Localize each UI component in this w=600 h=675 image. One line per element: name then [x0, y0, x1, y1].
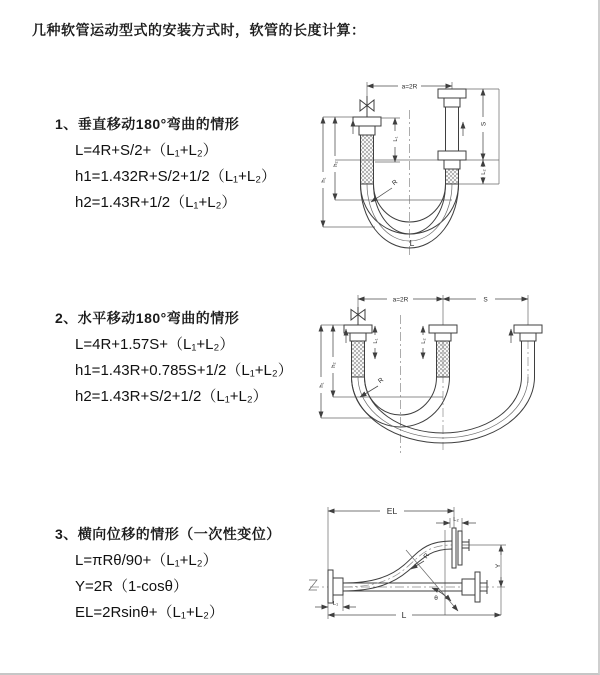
dim-label-el: EL [386, 506, 398, 516]
centerlines [323, 82, 499, 255]
left-pipe [344, 325, 372, 377]
dim-label-h2: h₂ [331, 362, 337, 368]
page-title: 几种软管运动型式的安装方式时，软管的长度计算： [32, 22, 366, 38]
dim-label-l: L [409, 238, 415, 248]
dimension-s [481, 89, 488, 160]
dimension-h2 [333, 117, 339, 200]
section-3-heading: 3、横向位移的情形（一次性变位） [55, 526, 281, 542]
diagram-lateral-displacement [300, 495, 595, 655]
dimension-l1 [315, 601, 356, 607]
formula-line: EL=2Rsinθ+（L₁+L₂） [75, 604, 224, 621]
dim-label-r: R [422, 552, 431, 561]
dimension-el [328, 506, 454, 516]
dim-label-r: R [377, 376, 386, 386]
dim-label-r: R [391, 178, 400, 188]
dim-label-a2r: a=2R [392, 296, 409, 304]
dim-label-s: S [483, 296, 488, 304]
formula-line: h1=1.43R+0.785S+1/2（L₁+L₂） [75, 362, 293, 379]
valve-icon [360, 96, 374, 117]
section-horizontal-movement [55, 308, 345, 414]
formula-line: Y=2R（1-cosθ） [75, 578, 188, 595]
dim-label-h1: h₁ [319, 382, 325, 388]
dimension-l2 [421, 326, 427, 359]
section-1-heading: 1、垂直移动180°弯曲的情形 [55, 116, 240, 132]
diagram-lateral-displacement-svg [300, 495, 595, 655]
dim-label-l1: L₁ [332, 601, 339, 607]
angle-construction [406, 550, 458, 611]
formula-line: h2=1.43R+1/2（L₁+L₂） [75, 194, 237, 211]
formula-line: L=4R+S/2+（L₁+L₂） [75, 142, 218, 159]
dim-label-a2r: a=2R [401, 83, 418, 91]
section-vertical-movement [55, 114, 345, 220]
dimension-h1 [321, 117, 327, 227]
dimension-a-2r [358, 297, 443, 304]
dimension-h1 [319, 325, 325, 418]
dimension-s [443, 297, 528, 304]
dimension-l2 [481, 160, 487, 184]
formula-line: h1=1.432R+S/2+1/2（L₁+L₂） [75, 168, 277, 185]
s-curve-hose [343, 528, 469, 591]
pipe-break-icon [309, 580, 317, 590]
valve-icon [351, 307, 365, 325]
section-2-heading: 2、水平移动180°弯曲的情形 [55, 310, 240, 326]
dim-label-h1: h₁ [321, 177, 327, 183]
dimension-l [328, 610, 501, 620]
dim-label-l2: L₂ [453, 517, 459, 523]
dim-label-l: L [401, 610, 407, 620]
formula-line: h2=1.43R+S/2+1/2（L₁+L₂） [75, 388, 268, 405]
dimension-l2 [436, 517, 476, 523]
radius-leader [360, 376, 385, 397]
dim-label-l2: L₂ [421, 338, 427, 344]
dim-label-l1: L₁ [393, 136, 399, 142]
diagram-vertical-180-bend [315, 72, 590, 262]
left-flange [328, 570, 343, 603]
diagram-horizontal-180-bend-svg [313, 285, 598, 460]
formula-line: L=πRθ/90+（L₁+L₂） [75, 552, 218, 569]
dimension-h2 [331, 325, 337, 397]
dimension-y [495, 545, 502, 587]
middle-pipe [429, 325, 457, 377]
diagram-horizontal-180-bend [313, 285, 598, 460]
dim-label-theta: θ [434, 595, 438, 602]
right-pipe [438, 89, 466, 184]
dim-label-h2: h₂ [333, 161, 339, 167]
dim-label-y: Y [495, 563, 502, 569]
diagram-vertical-180-bend-svg [315, 72, 590, 262]
dim-label-l2: L₂ [481, 169, 487, 175]
dim-label-s: S [480, 121, 488, 127]
left-pipe [353, 117, 381, 184]
dim-label-l1: L₁ [373, 338, 379, 344]
dimension-l1 [373, 326, 379, 359]
formula-line: L=4R+1.57S+（L₁+L₂） [75, 336, 235, 353]
